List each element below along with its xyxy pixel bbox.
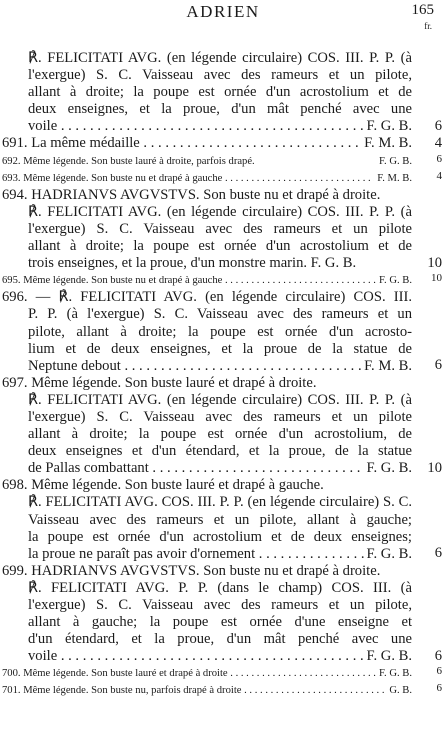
text-line (28, 306, 412, 323)
reverse-description (0, 306, 446, 374)
line-text: P. P. (à l'exergue) S. C. Vaisseau avec des rameurs et un (28, 306, 412, 323)
text-line (2, 289, 412, 306)
line-text: allant à droite; la poupe est ornée d'un acrostolium et de (28, 238, 412, 255)
line-text: 691. La même médaille . . . (2, 135, 412, 152)
line-text: 694. HADRIANVS AVGVSTVS. Son buste nu et drapé à droite. (2, 186, 381, 203)
value-in-francs: 4 (436, 169, 442, 182)
rarity-mark: F. G. B. (364, 460, 412, 477)
line-text: de Pallas combattant . . . (28, 460, 412, 477)
text-line (28, 118, 412, 135)
line-text: 697. Même légende. Son buste lauré et drapé à droite. (2, 374, 317, 391)
text-line (28, 84, 412, 101)
page-number: 165 (411, 2, 434, 18)
text-line (28, 648, 412, 665)
rarity-mark: F. G. B. (378, 155, 412, 167)
text-line (28, 238, 412, 255)
value-in-francs: 6 (436, 665, 442, 678)
line-text: l'exergue) S. C. Vaisseau avec des rameurs et un pilote, (28, 67, 412, 84)
rarity-mark: F. M. B. (361, 358, 412, 375)
rarity-mark: F. G. B. (376, 272, 412, 289)
line-text: 701. Même légende. Son buste nu, parfois drapé à droite . . . (2, 682, 412, 699)
rarity-mark: F. G. B. (364, 118, 412, 135)
line-text: ℟. FELICITATI AVG. COS. III. P. P. (en légende circulaire) S. C. (28, 494, 412, 511)
text-line (28, 392, 412, 409)
text-line (28, 443, 412, 460)
line-text: trois enseignes, et la proue, d'un monstre marin. F. G. B. (28, 255, 357, 272)
value-in-francs: 6 (436, 682, 442, 695)
line-text: la proue ne paraît pas avoir d'ornement . . . (28, 546, 412, 563)
catalogue-entry (0, 187, 446, 204)
text-line (28, 512, 412, 529)
value-column-marker: fr. (424, 21, 432, 31)
text-line (28, 50, 412, 67)
text-line (2, 153, 412, 170)
catalogue-entry (0, 665, 446, 682)
line-text: l'exergue) S. C. Vaisseau avec des rameurs et un pilote (28, 408, 412, 425)
line-text: 696. — ℟. FELICITATI AVG. (en légende circulaire) COS. III. (2, 289, 412, 306)
line-text: ℟. FELICITATI AVG. (en légende circulaire) COS. III. P. P. (à (28, 50, 412, 66)
text-line (2, 170, 412, 187)
catalogue-entry (0, 153, 446, 170)
line-text: pilote, allant à droite; la poupe est ornée d'un acrosto- (28, 323, 412, 340)
line-text: Vaisseau avec des rameurs et un pilote, allant à gauche; (28, 511, 412, 528)
line-text: voile . . . (28, 648, 412, 665)
line-text: ℟. FELICITATI AVG. (en légende circulaire) COS. III. P. P. (à (28, 203, 412, 220)
text-line (28, 221, 412, 238)
line-text: deux enseignes, et la proue, d'un mât penché avec une (28, 101, 412, 118)
text-line (28, 67, 412, 84)
text-line (2, 563, 412, 580)
line-text: 693. Même légende. Son buste nu et drapé à gauche . . . (2, 170, 412, 187)
rarity-mark: F. M. B. (374, 170, 412, 187)
page-header (0, 2, 446, 32)
line-text: voile . . . (28, 118, 412, 135)
line-text: 700. Même légende. Son buste lauré et drapé à droite . . . (2, 665, 412, 682)
text-line (28, 341, 412, 358)
text-line (28, 614, 412, 631)
line-text: allant à droite; la poupe est ornée d'un acrostolium, de (28, 426, 412, 443)
rarity-mark: G. B. (386, 682, 412, 699)
catalogue-entry (0, 289, 446, 306)
line-text: Neptune debout . . . (28, 358, 412, 375)
text-line (28, 580, 412, 597)
rarity-mark: F. G. B. (364, 648, 412, 665)
reverse-description (0, 50, 446, 135)
text-line (28, 101, 412, 118)
line-text: la poupe est ornée d'un acrostolium et de deux enseignes; (28, 528, 412, 545)
line-text: l'exergue) S. C. Vaisseau avec des rameurs et un pilote, (28, 597, 412, 613)
value-in-francs: 10 (427, 254, 442, 271)
catalogue-entry (0, 682, 446, 699)
text-line (28, 494, 412, 511)
text-line (28, 324, 412, 341)
running-title: ADRIEN (186, 2, 260, 21)
catalogue-entry (0, 135, 446, 152)
line-text: 699. HADRIANVS AVGVSTVS. Son buste nu et drapé à droite. (2, 562, 381, 579)
value-in-francs: 6 (434, 357, 442, 374)
text-line (28, 426, 412, 443)
catalogue-entry (0, 170, 446, 187)
text-line (28, 204, 412, 221)
text-line (28, 631, 412, 648)
text-line (2, 682, 412, 699)
value-in-francs: 6 (434, 647, 442, 664)
text-line (2, 665, 412, 682)
value-in-francs: 10 (431, 272, 442, 285)
line-text: ℟. FELICITATI AVG. P. P. (dans le champ) COS. III. (à (28, 579, 412, 596)
text-line (2, 375, 412, 392)
catalogue-entry (0, 477, 446, 494)
value-in-francs: 4 (434, 135, 442, 152)
line-text: l'exergue) S. C. Vaisseau avec des rameurs et un pilote (28, 220, 412, 237)
line-text: ℟. FELICITATI AVG. (en légende circulaire) COS. III. P. P. (à (28, 391, 412, 408)
reverse-description (0, 204, 446, 272)
reverse-description (0, 392, 446, 477)
text-line (28, 358, 412, 375)
text-line (2, 272, 412, 289)
reverse-description (0, 494, 446, 562)
text-line (28, 460, 412, 477)
catalogue-entry (0, 272, 446, 289)
text-line (2, 187, 412, 204)
reverse-description (0, 580, 446, 665)
text-line (28, 255, 412, 272)
line-text: deux enseignes et d'un étendard, et la proue, de la statue (28, 443, 412, 460)
line-text: allant à droite; la poupe est ornée d'un acrostolium et de (28, 84, 412, 101)
line-text: 692. Même légende. Son buste lauré à droite, parfois drapé. (2, 155, 255, 167)
text-line (28, 529, 412, 546)
rarity-mark: F. G. B. (376, 665, 412, 682)
catalogue-entries (0, 50, 446, 700)
text-line (28, 546, 412, 563)
value-in-francs: 6 (436, 152, 442, 165)
value-in-francs: 10 (427, 459, 442, 476)
value-in-francs: 6 (434, 118, 442, 134)
rarity-mark: F. G. B. (364, 546, 412, 563)
line-text: 698. Même légende. Son buste lauré et drapé à gauche. (2, 477, 324, 494)
line-text: d'un étendard, et la proue, d'un mât penché avec une (28, 631, 412, 648)
catalogue-entry (0, 375, 446, 392)
value-in-francs: 6 (434, 545, 442, 562)
line-text: 695. Même légende. Son buste nu et drapé à gauche . . . (2, 272, 412, 289)
text-line (2, 477, 412, 494)
line-text: allant à gauche; la poupe est ornée d'une enseigne et (28, 614, 412, 631)
text-line (28, 597, 412, 614)
text-line (28, 409, 412, 426)
text-line (2, 135, 412, 152)
catalogue-entry (0, 563, 446, 580)
line-text: lium et de deux enseignes, et la proue de la statue de (28, 340, 412, 357)
rarity-mark: F. M. B. (361, 135, 412, 152)
